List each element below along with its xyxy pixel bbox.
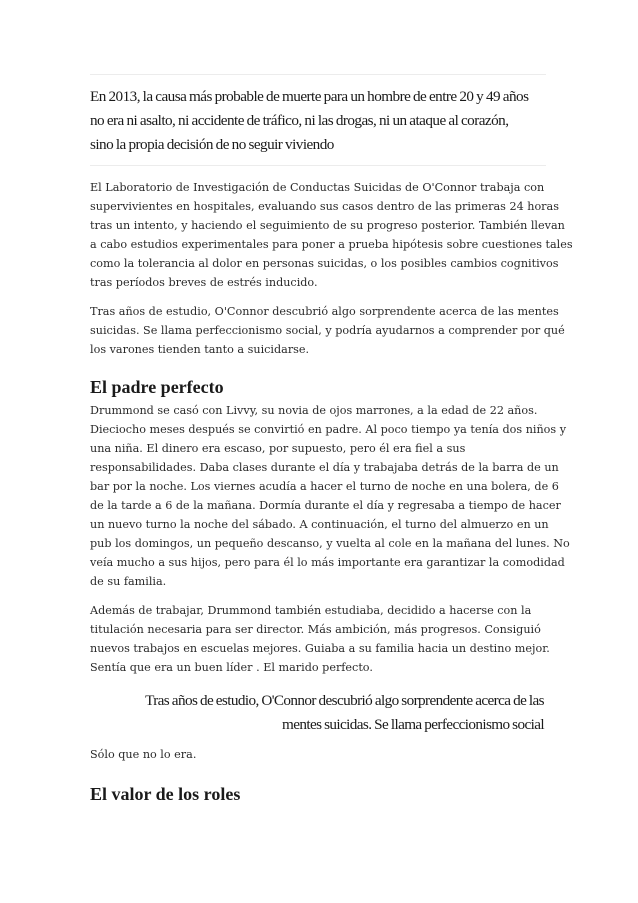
text-line: un nuevo turno la noche del sábado. A continuación, el turno del almuerzo en un [90,518,549,531]
text-line: bar por la noche. Los viernes acudía a hacer el turno de noche en una bolera, de 6 [90,480,559,493]
quote-line: mentes suicidas. Se llama perfeccionismo social [282,716,544,733]
text-line: nuevos trabajos en escuelas mejores. Guiaba a su familia hacia un destino mejor. [90,642,550,655]
text-line: a cabo estudios experimentales para poner a prueba hipótesis sobre cuestiones tales [90,238,573,251]
paragraph-discovery [90,302,565,359]
paragraph-studies [90,601,550,677]
lead-line: En 2013, la causa más probable de muerte para un hombre de entre 20 y 49 años [90,88,529,105]
text-line: Tras años de estudio, O'Connor descubrió algo sorprendente acerca de las mentes [90,305,559,318]
text-line: veía mucho a sus hijos, pero para él lo más importante era garantizar la comodidad [90,556,565,569]
section-heading-roles: El valor de los roles [90,784,241,804]
paragraph-short: Sólo que no lo era. [90,748,197,761]
pull-quote [90,689,546,737]
text-line: supervivientes en hospitales, evaluando sus casos dentro de las primeras 24 horas [90,200,559,213]
quote-line: Tras años de estudio, O'Connor descubrió algo sorprendente acerca de las [145,692,544,709]
paragraph-drummond [90,401,570,591]
text-line: de la tarde a 6 de la mañana. Dormía durante el día y regresaba a tiempo de hacer [90,499,561,512]
text-line: Sentía que era un buen líder . El marido perfecto. [90,661,373,674]
text-line: El Laboratorio de Investigación de Conductas Suicidas de O'Connor trabaja con [90,181,545,194]
lead-line: sino la propia decisión de no seguir viviendo [90,136,334,153]
paragraph-laboratory [90,178,573,292]
text-line: pub los domingos, un pequeño descanso, y vuelta al cole en la mañana del lunes. No [90,537,570,550]
text-line: tras períodos breves de estrés inducido. [90,276,318,289]
section-heading-perfect-father: El padre perfecto [90,377,224,397]
text-line: Además de trabajar, Drummond también estudiaba, decidido a hacerse con la [90,604,532,617]
text-line: una niña. El dinero era escaso, por supuesto, pero él era fiel a sus [90,442,466,455]
text-line: de su familia. [90,575,167,588]
text-line: responsabilidades. Daba clases durante el día y trabajaba detrás de la barra de un [90,461,559,474]
lead-divider [90,165,546,166]
article [90,74,573,806]
text-line: suicidas. Se llama perfeccionismo social, y podría ayudarnos a comprender por qué [90,324,565,337]
text-line: Dieciocho meses después se convirtió en padre. Al poco tiempo ya tenía dos niños y [90,423,567,436]
lead-line: no era ni asalto, ni accidente de tráfico, ni las drogas, ni un ataque al corazón, [90,112,509,129]
lead-paragraph [90,85,546,157]
top-divider [90,74,546,75]
text-line: los varones tienden tanto a suicidarse. [90,343,310,356]
text-line: como la tolerancia al dolor en personas suicidas, o los posibles cambios cognitivos [90,257,559,270]
text-line: tras un intento, y haciendo el seguimiento de su progreso posterior. También llevan [90,219,565,232]
text-line: titulación necesaria para ser director. Más ambición, más progresos. Consiguió [90,623,541,636]
text-line: Drummond se casó con Livvy, su novia de ojos marrones, a la edad de 22 años. [90,404,538,417]
